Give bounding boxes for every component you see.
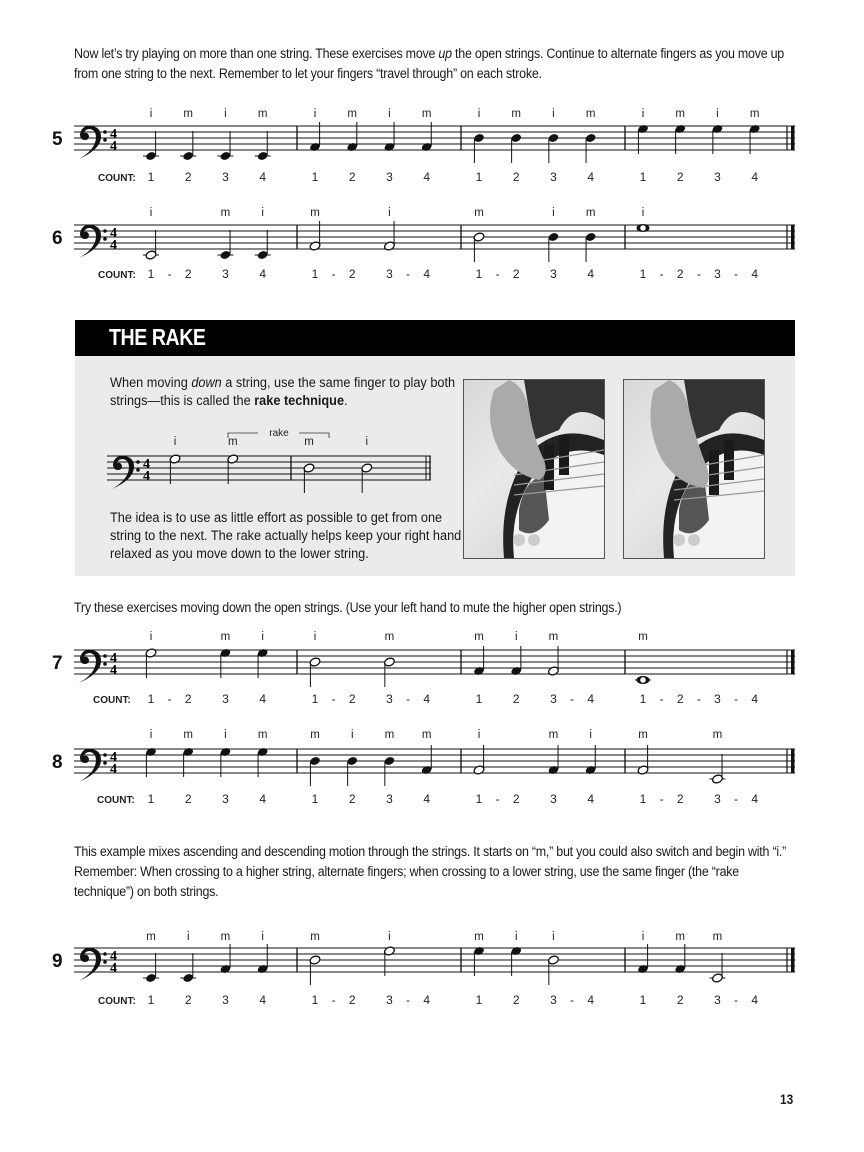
count-label: COUNT: [98, 270, 136, 281]
finger-label: m [474, 931, 484, 943]
count-number: 4 [587, 792, 595, 806]
count-number: 1 [147, 692, 155, 706]
finger-label: i [514, 931, 518, 943]
finger-label: m [220, 931, 231, 943]
count-number: 2 [512, 267, 520, 281]
count-number: 3 [714, 267, 721, 281]
finger-label: m [638, 631, 648, 643]
exercise-number: 9 [52, 951, 63, 972]
count-number: 2 [184, 792, 192, 806]
count-dash: - [406, 267, 411, 281]
count-number: 3 [714, 170, 721, 184]
finger-label: i [552, 931, 555, 943]
exercise-number: 5 [52, 129, 63, 150]
count-dash: - [734, 993, 739, 1007]
finger-label: m [675, 931, 686, 943]
note-A-quarter [257, 944, 269, 974]
count-number: 4 [259, 692, 267, 706]
count-number: 4 [423, 692, 431, 706]
count-number: 3 [550, 993, 557, 1007]
finger-label: i [173, 436, 177, 448]
svg-text:4: 4 [110, 663, 117, 678]
svg-text:4: 4 [110, 949, 117, 964]
count-number: 2 [512, 170, 520, 184]
intro-text-b: the open strings. Continue to alternate fingers as you move up from one string to the next. Remember to let your fingers “travel through” on each stroke. [74, 46, 785, 81]
count-dash: - [331, 692, 336, 706]
count-dash: - [734, 267, 739, 281]
count-number: 3 [386, 267, 393, 281]
rake-text-b: a string, use the same finger to play both strings—this is called the [110, 375, 456, 408]
rake-explanation-text: The idea is to use as little effort as possible to get from one string to the next. The rake actually helps keep your right hand relaxed as you move down to the lower string. [110, 510, 462, 561]
finger-label: i [224, 729, 227, 741]
count-number: 3 [386, 692, 393, 706]
count-number: 2 [348, 170, 356, 184]
time-signature-4-4 [110, 949, 117, 976]
count-number: 1 [147, 792, 155, 806]
finger-label: m [310, 729, 320, 741]
svg-text:4: 4 [110, 127, 117, 142]
count-number: 4 [423, 993, 431, 1007]
finger-label: m [548, 631, 559, 643]
rake-label: rake [269, 428, 289, 439]
finger-label: m [227, 436, 238, 448]
count-number: 4 [751, 993, 759, 1007]
exercise-number: 6 [52, 228, 63, 249]
count-number: 3 [222, 993, 229, 1007]
count-number: 1 [475, 692, 483, 706]
count-dash: - [331, 267, 336, 281]
finger-label: m [310, 207, 320, 219]
note-E-half [709, 953, 725, 983]
count-number: 1 [639, 792, 647, 806]
svg-text:4: 4 [110, 226, 117, 241]
finger-label: m [712, 931, 723, 943]
count-number: 3 [714, 993, 721, 1007]
count-number: 2 [512, 792, 520, 806]
count-number: 2 [348, 692, 356, 706]
count-number: 3 [386, 170, 393, 184]
finger-label: i [641, 207, 645, 219]
mixed-motion-paragraph: This example mixes ascending and descending motion through the strings. It starts on “m,” but you could also switch and begin with “i.” Remember: When crossing to a higher string, alternate fingers; when crossing to a lower string, use the same finger (the “rake technique”) on both strings. [74, 844, 787, 899]
finger-label: i [261, 207, 264, 219]
count-number: 4 [423, 792, 431, 806]
count-number: 4 [587, 170, 595, 184]
finger-label: i [224, 108, 227, 120]
count-dash: - [734, 792, 739, 806]
count-dash: - [570, 993, 575, 1007]
down-strings-paragraph: Try these exercises moving down the open strings. (Use your left hand to mute the higher open strings.) [74, 600, 622, 615]
count-number: 4 [259, 267, 267, 281]
note-E-quarter [180, 953, 196, 983]
count-number: 1 [639, 993, 647, 1007]
finger-label: m [749, 108, 760, 120]
count-number: 2 [184, 170, 192, 184]
finger-label: m [511, 108, 522, 120]
count-number: 2 [676, 267, 684, 281]
finger-label: i [388, 931, 391, 943]
finger-label: m [474, 207, 484, 219]
count-number: 1 [311, 170, 319, 184]
note-D-half [309, 955, 321, 985]
count-label: COUNT: [97, 795, 135, 806]
finger-label: i [514, 631, 518, 643]
count-number: 4 [423, 267, 431, 281]
count-number: 2 [676, 170, 684, 184]
bass-clef-icon [79, 948, 107, 981]
note-A-quarter [219, 944, 231, 974]
finger-label: i [186, 931, 190, 943]
finger-label: m [585, 108, 596, 120]
note-G-quarter [473, 946, 485, 976]
svg-text:4: 4 [143, 457, 150, 472]
note-A-quarter [674, 944, 686, 974]
count-number: 1 [475, 170, 483, 184]
count-number: 3 [550, 792, 557, 806]
count-dash: - [659, 692, 664, 706]
count-number: 3 [714, 692, 721, 706]
finger-label: m [421, 108, 432, 120]
count-number: 3 [550, 692, 557, 706]
svg-text:4: 4 [110, 139, 117, 154]
rake-text-c: . [344, 393, 348, 408]
count-number: 1 [639, 170, 647, 184]
count-dash: - [331, 993, 336, 1007]
count-dash: - [167, 692, 172, 706]
finger-label: i [365, 436, 369, 448]
count-number: 4 [259, 792, 267, 806]
svg-text:4: 4 [110, 762, 117, 777]
count-number: 3 [222, 692, 229, 706]
rake-text-emph: down [191, 375, 222, 390]
count-number: 1 [147, 170, 155, 184]
count-number: 3 [222, 792, 229, 806]
count-dash: - [659, 267, 664, 281]
finger-label: m [304, 436, 314, 448]
count-label: COUNT: [98, 173, 136, 184]
count-number: 1 [475, 993, 483, 1007]
count-dash: - [570, 692, 575, 706]
count-number: 2 [184, 267, 192, 281]
exercise-number: 8 [52, 752, 63, 773]
finger-label: i [149, 631, 153, 643]
count-number: 2 [348, 993, 356, 1007]
count-number: 1 [311, 993, 319, 1007]
count-number: 2 [348, 267, 356, 281]
count-number: 2 [184, 692, 192, 706]
finger-label: i [313, 631, 317, 643]
finger-label: i [313, 108, 317, 120]
finger-label: i [477, 729, 481, 741]
count-number: 4 [751, 692, 759, 706]
intro-emph: up [438, 46, 452, 61]
finger-label: m [712, 729, 723, 741]
count-number: 1 [311, 792, 319, 806]
note-G-half [383, 946, 395, 976]
count-label: COUNT: [93, 695, 131, 706]
count-number: 4 [751, 792, 759, 806]
count-number: 1 [311, 692, 319, 706]
count-dash: - [659, 792, 664, 806]
count-number: 1 [311, 267, 319, 281]
count-number: 1 [147, 993, 155, 1007]
section-title: THE RAKE [109, 324, 206, 350]
count-number: 2 [512, 692, 520, 706]
count-number: 4 [259, 170, 267, 184]
count-number: 2 [676, 692, 684, 706]
count-number: 3 [386, 792, 393, 806]
finger-label: m [146, 931, 156, 943]
finger-label: i [388, 207, 391, 219]
count-dash: - [696, 267, 701, 281]
finger-label: i [641, 931, 645, 943]
count-dash: - [406, 692, 411, 706]
count-number: 2 [512, 993, 520, 1007]
note-E-quarter [143, 953, 159, 983]
note-A-quarter [637, 944, 649, 974]
count-number: 2 [676, 792, 684, 806]
count-number: 4 [423, 170, 431, 184]
finger-label: i [149, 729, 153, 741]
finger-label: i [261, 931, 264, 943]
finger-label: m [257, 108, 268, 120]
exercise-number: 7 [52, 653, 63, 674]
count-number: 1 [639, 267, 647, 281]
count-number: 2 [676, 993, 684, 1007]
count-number: 4 [751, 170, 759, 184]
finger-label: i [552, 108, 555, 120]
count-dash: - [495, 267, 500, 281]
count-dash: - [696, 692, 701, 706]
count-number: 4 [587, 267, 595, 281]
finger-label: i [149, 207, 153, 219]
finger-label: i [350, 729, 354, 741]
intro-text-a: Now let’s try playing on more than one string. These exercises move [74, 46, 439, 61]
finger-label: m [183, 729, 194, 741]
count-label: COUNT: [98, 996, 136, 1007]
finger-label: i [477, 108, 481, 120]
finger-label: m [474, 631, 484, 643]
finger-label: m [384, 729, 395, 741]
finger-label: i [552, 207, 555, 219]
count-dash: - [495, 792, 500, 806]
page-number: 13 [780, 1091, 794, 1107]
svg-text:4: 4 [143, 469, 150, 484]
count-number: 1 [147, 267, 155, 281]
count-number: 3 [222, 170, 229, 184]
finger-label: m [384, 631, 395, 643]
count-number: 2 [184, 993, 192, 1007]
count-number: 4 [587, 692, 595, 706]
finger-label: i [149, 108, 153, 120]
count-number: 3 [386, 993, 393, 1007]
finger-label: m [257, 729, 268, 741]
finger-label: m [220, 631, 231, 643]
note-D-half [547, 955, 559, 985]
finger-label: i [716, 108, 719, 120]
svg-text:4: 4 [110, 961, 117, 976]
svg-text:4: 4 [110, 238, 117, 253]
count-number: 4 [751, 267, 759, 281]
finger-label: m [220, 207, 231, 219]
finger-label: m [585, 207, 596, 219]
count-number: 1 [639, 692, 647, 706]
finger-label: i [641, 108, 645, 120]
finger-label: i [388, 108, 391, 120]
finger-label: m [638, 729, 648, 741]
finger-label: m [347, 108, 358, 120]
finger-label: m [675, 108, 686, 120]
count-dash: - [406, 993, 411, 1007]
count-number: 3 [222, 267, 229, 281]
count-dash: - [734, 692, 739, 706]
finger-label: i [261, 631, 264, 643]
count-number: 3 [550, 267, 557, 281]
count-number: 1 [475, 792, 483, 806]
count-number: 3 [550, 170, 557, 184]
count-number: 4 [587, 993, 595, 1007]
count-number: 4 [259, 993, 267, 1007]
finger-label: m [310, 931, 320, 943]
count-number: 1 [475, 267, 483, 281]
rake-text-a: When moving [110, 375, 192, 390]
finger-label: m [548, 729, 559, 741]
note-G-quarter [510, 946, 522, 976]
finger-label: m [421, 729, 432, 741]
svg-text:4: 4 [110, 651, 117, 666]
count-dash: - [167, 267, 172, 281]
count-number: 2 [348, 792, 356, 806]
finger-label: m [183, 108, 194, 120]
finger-label: i [589, 729, 592, 741]
svg-text:4: 4 [110, 750, 117, 765]
rake-technique-term: rake technique [254, 393, 345, 408]
count-number: 3 [714, 792, 721, 806]
